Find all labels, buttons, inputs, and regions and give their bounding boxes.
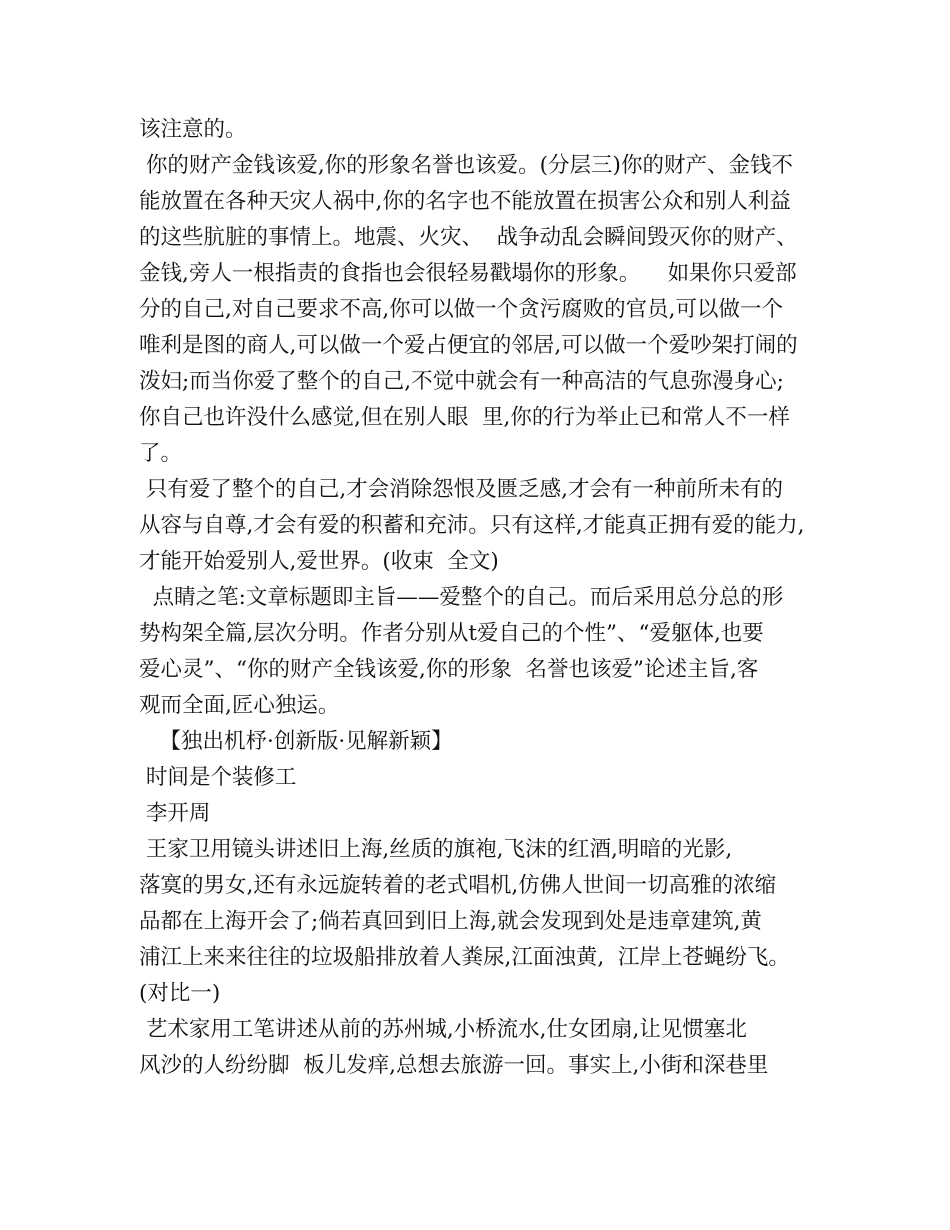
- text-line: 品都在上海开会了;倘若真回到旧上海,就会发现到处是违章建筑,黄: [139, 909, 762, 934]
- text-line: 王家卫用镜头讲述旧上海,丝质的旗袍,飞沫的红酒,明暗的光影,: [139, 837, 733, 862]
- text-line: 浦江上来来往往的垃圾船排放着人粪尿,江面浊黄, 江岸上苍蝇纷飞。: [139, 945, 790, 970]
- text-line: 只有爱了整个的自己,才会消除怨恨及匮乏感,才会有一种前所未有的: [139, 477, 784, 502]
- section-heading: 【独出机杼·创新版·见解新颖】: [139, 729, 453, 754]
- text-line: 爱心灵”、“你的财产全钱该爱,你的形象 名誉也该爱”论述主旨,客: [139, 657, 759, 682]
- text-line: 的这些肮脏的事情上。地震、火灾、 战争动乱会瞬间毁灭你的财产、: [139, 225, 798, 250]
- text-line: 点睛之笔:文章标题即主旨——爱整个的自己。而后采用总分总的形: [139, 585, 784, 610]
- text-line: 你的财产金钱该爱,你的形象名誉也该爱。(分层三)你的财产、金钱不: [139, 153, 793, 178]
- text-line: 从容与自尊,才会有爱的积蓄和充沛。只有这样,才能真正拥有爱的能力,: [139, 513, 805, 538]
- text-line: 了。: [139, 441, 183, 466]
- text-line: 落寞的男女,还有永远旋转着的老式唱机,仿佛人世间一切高雅的浓缩: [139, 873, 777, 898]
- text-line: 分的自己,对自己要求不高,你可以做一个贪污腐败的官员,可以做一个: [139, 297, 784, 322]
- article-title: 时间是个装修工: [139, 765, 297, 790]
- text-line: 金钱,旁人一根指责的食指也会很轻易戳塌你的形象。 如果你只爱部: [139, 261, 797, 286]
- text-line: 你自己也许没什么感觉,但在别人眼 里,你的行为举止已和常人不一样: [139, 405, 790, 430]
- text-line: 势构架全篇,层次分明。作者分别从t爱自己的个性”、“爱躯体,也要: [139, 621, 764, 646]
- text-line: 才能开始爱别人,爱世界。(收束 全文): [139, 549, 499, 574]
- text-line: 泼妇;而当你爱了整个的自己,不觉中就会有一种高洁的气息弥漫身心;: [139, 369, 784, 394]
- text-line: 该注意的。: [139, 117, 247, 142]
- article-author: 李开周: [139, 801, 211, 826]
- text-line: 唯利是图的商人,可以做一个爱占便宜的邻居,可以做一个爱吵架打闹的: [139, 333, 798, 358]
- text-line: 艺术家用工笔讲述从前的苏州城,小桥流水,仕女团扇,让见惯塞北: [139, 1017, 747, 1042]
- text-line: 观而全面,匠心独运。: [139, 693, 340, 718]
- text-line: 风沙的人纷纷脚 板儿发痒,总想去旅游一回。事实上,小街和深巷里: [139, 1053, 769, 1078]
- text-line: (对比一): [139, 981, 221, 1006]
- text-line: 能放置在各种天灾人祸中,你的名字也不能放置在损害公众和别人利益: [139, 189, 791, 214]
